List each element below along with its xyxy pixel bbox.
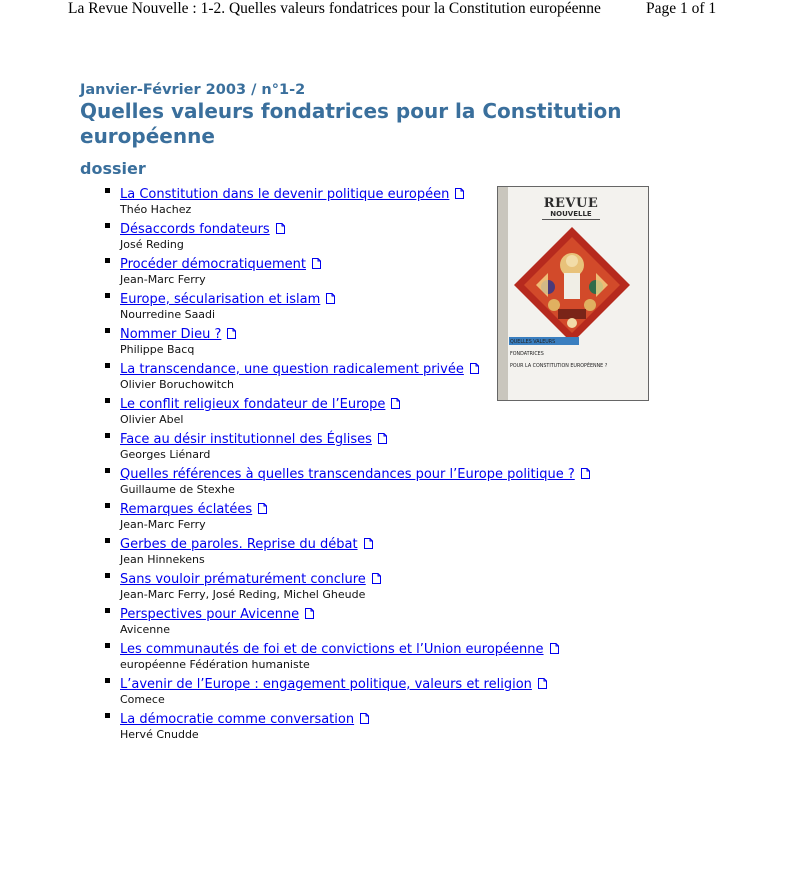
- magazine-cover-image: [497, 186, 649, 401]
- document-icon[interactable]: [305, 604, 314, 615]
- article-link[interactable]: Perspectives pour Avicenne: [120, 607, 300, 622]
- document-icon[interactable]: [364, 534, 373, 545]
- article-author: José Reding: [120, 238, 184, 251]
- article-link[interactable]: La Constitution dans le devenir politique européen: [120, 187, 450, 202]
- article-link[interactable]: Europe, sécularisation et islam: [120, 292, 321, 307]
- article-link[interactable]: Les communautés de foi et de convictions et l’Union européenne: [120, 642, 544, 657]
- article-item: [104, 708, 624, 741]
- bullet-icon: [105, 328, 110, 333]
- document-icon[interactable]: [391, 394, 400, 405]
- bullet-icon: [105, 538, 110, 543]
- article-author: européenne Fédération humaniste: [120, 658, 310, 671]
- bullet-icon: [105, 398, 110, 403]
- document-icon[interactable]: [455, 184, 464, 195]
- cover-text-line: QUELLES VALEURS: [510, 340, 556, 345]
- article-author: Jean-Marc Ferry, José Reding, Michel Gheude: [120, 588, 366, 601]
- document-icon[interactable]: [470, 359, 479, 370]
- article-item: [104, 638, 624, 671]
- bullet-icon: [105, 363, 110, 368]
- cover-text: [510, 337, 645, 373]
- article-link[interactable]: Procéder démocratiquement: [120, 257, 307, 272]
- article-author: Georges Liénard: [120, 448, 211, 461]
- document-icon[interactable]: [581, 464, 590, 475]
- article-author: Avicenne: [120, 623, 170, 636]
- cover-illustration: [512, 225, 632, 345]
- article-author: Nourredine Saadi: [120, 308, 216, 321]
- article-link[interactable]: Remarques éclatées: [120, 502, 253, 517]
- document-icon[interactable]: [227, 324, 236, 335]
- document-icon[interactable]: [258, 499, 267, 510]
- article-author: Olivier Boruchowitch: [120, 378, 235, 391]
- article-link[interactable]: Gerbes de paroles. Reprise du débat: [120, 537, 358, 552]
- article-link[interactable]: Sans vouloir prématurément conclure: [120, 572, 366, 587]
- article-link[interactable]: La démocratie comme conversation: [120, 712, 355, 727]
- article-author: Olivier Abel: [120, 413, 184, 426]
- document-icon[interactable]: [372, 569, 381, 580]
- article-link[interactable]: Désaccords fondateurs: [120, 222, 270, 237]
- article-item: [104, 498, 624, 531]
- article-item: [104, 428, 624, 461]
- article-author: Jean-Marc Ferry: [120, 273, 206, 286]
- issue-label: Janvier-Février 2003 / n°1-2: [80, 82, 306, 98]
- bullet-icon: [105, 293, 110, 298]
- cover-text-line: POUR LA CONSTITUTION EUROPÉENNE ?: [510, 364, 608, 369]
- article-author: Théo Hachez: [120, 203, 192, 216]
- article-author: Jean-Marc Ferry: [120, 518, 206, 531]
- document-icon[interactable]: [312, 254, 321, 265]
- cover-brand-nouvelle: NOUVELLE: [542, 210, 600, 220]
- print-header-page-number: Page 1 of 1: [646, 0, 717, 17]
- cover-spine-stripe: [498, 187, 508, 400]
- article-author: Comece: [120, 693, 165, 706]
- bullet-icon: [105, 468, 110, 473]
- cover-text-line: FONDATRICES: [510, 352, 544, 357]
- document-icon[interactable]: [378, 429, 387, 440]
- bullet-icon: [105, 678, 110, 683]
- bullet-icon: [105, 573, 110, 578]
- section-heading: dossier: [80, 159, 146, 178]
- article-item: [104, 533, 624, 566]
- bullet-icon: [105, 223, 110, 228]
- bullet-icon: [105, 713, 110, 718]
- document-icon[interactable]: [360, 709, 369, 720]
- bullet-icon: [105, 503, 110, 508]
- article-link[interactable]: L’avenir de l’Europe : engagement politique, valeurs et religion: [120, 677, 532, 692]
- bullet-icon: [105, 188, 110, 193]
- article-author: Guillaume de Stexhe: [120, 483, 235, 496]
- document-icon[interactable]: [550, 639, 559, 650]
- article-item: [104, 568, 624, 601]
- bullet-icon: [105, 258, 110, 263]
- article-link[interactable]: Nommer Dieu ?: [120, 327, 222, 342]
- bullet-icon: [105, 608, 110, 613]
- article-item: [104, 603, 624, 636]
- article-author: Philippe Bacq: [120, 343, 195, 356]
- document-icon[interactable]: [326, 289, 335, 300]
- bullet-icon: [105, 433, 110, 438]
- article-author: Hervé Cnudde: [120, 728, 199, 741]
- article-link[interactable]: Face au désir institutionnel des Églises: [120, 432, 372, 447]
- cover-brand-revue: REVUE: [543, 196, 599, 211]
- article-link[interactable]: Quelles références à quelles transcendances pour l’Europe politique ?: [120, 467, 575, 482]
- page-title: Quelles valeurs fondatrices pour la Constitution européenne: [80, 99, 622, 148]
- bullet-icon: [105, 643, 110, 648]
- document-icon[interactable]: [538, 674, 547, 685]
- article-link[interactable]: La transcendance, une question radicalement privée: [120, 362, 464, 377]
- print-header-title: La Revue Nouvelle : 1-2. Quelles valeurs fondatrices pour la Constitution européenne: [68, 0, 601, 17]
- article-item: [104, 673, 624, 706]
- article-item: [104, 463, 624, 496]
- print-header: [0, 0, 789, 20]
- article-link[interactable]: Le conflit religieux fondateur de l’Europe: [120, 397, 386, 412]
- article-author: Jean Hinnekens: [120, 553, 205, 566]
- document-icon[interactable]: [276, 219, 285, 230]
